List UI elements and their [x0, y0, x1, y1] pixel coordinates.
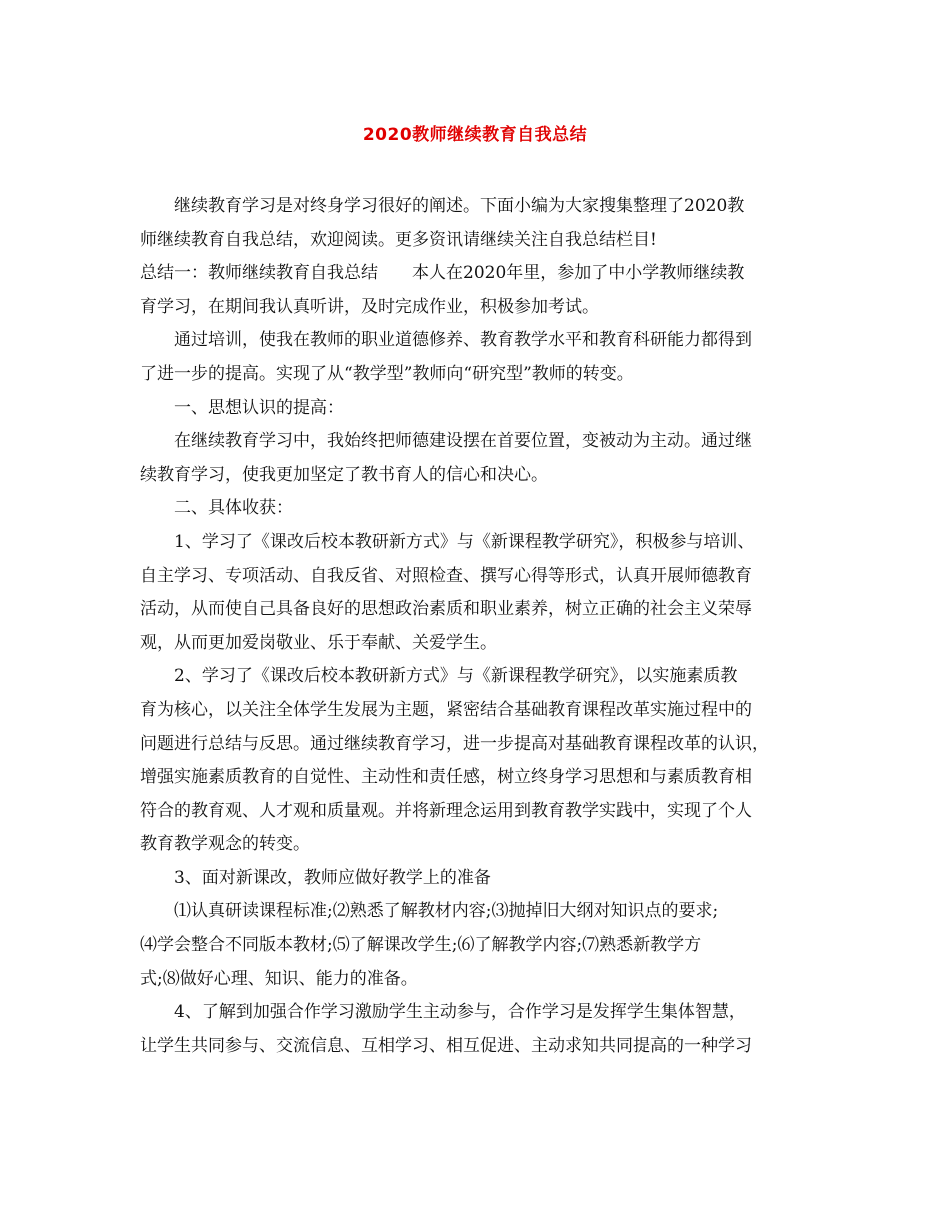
body-line: 通过培训，使我在教师的职业道德修养、教育教学水平和教育科研能力都得到: [174, 330, 752, 351]
body-line: 了进一步的提高。实现了从“教学型”教师向“研究型”教师的转变。: [140, 363, 634, 384]
body-line: 育为核心，以关注全体学生发展为主题，紧密结合基础教育课程改革实施过程中的: [140, 699, 752, 720]
body-line: 式;⑻做好心理、知识、能力的准备。: [140, 968, 418, 989]
body-line: 继续教育学习是对终身学习很好的阐述。下面小编为大家搜集整理了2020教: [174, 196, 745, 216]
body-line: 符合的教育观、人才观和质量观。并将新理念运用到教育教学实践中，实现了个人: [140, 800, 752, 821]
body-line: 续教育学习，使我更加坚定了教书育人的信心和决心。: [140, 464, 548, 485]
document-body: [140, 190, 816, 1063]
body-line: 2、学习了《课改后校本教研新方式》与《新课程教学研究》，以实施素质教: [174, 666, 738, 687]
body-line: 自主学习、专项活动、自我反省、对照检查、撰写心得等形式，认真开展师德教育: [140, 565, 752, 586]
body-line: 育学习，在期间我认真听讲，及时完成作业，积极参加考试。: [140, 296, 599, 317]
body-line: ⑷学会整合不同版本教材;⑸了解课改学生;⑹了解教学内容;⑺熟悉新教学方: [140, 935, 702, 956]
body-line: 增强实施素质教育的自觉性、主动性和责任感，树立终身学习思想和与素质教育相: [140, 767, 752, 788]
body-line: 让学生共同参与、交流信息、互相学习、相互促进、主动求知共同提高的一种学习: [140, 1035, 752, 1056]
body-line: 观，从而更加爱岗敬业、乐于奉献、关爱学生。: [140, 632, 497, 653]
body-line: 1、学习了《课改后校本教研新方式》与《新课程教学研究》，积极参与培训、: [174, 531, 755, 552]
body-line: 3、面对新课改，教师应做好教学上的准备: [174, 867, 491, 888]
body-line: 师继续教育自我总结，欢迎阅读。更多资讯请继续关注自我总结栏目!: [140, 229, 657, 250]
body-line: 总结一：教师继续教育自我总结 本人在2020年里，参加了中小学教师继续教: [140, 263, 745, 284]
section-heading: 二、具体收获：: [174, 498, 293, 519]
body-line: 教育教学观念的转变。: [140, 834, 310, 855]
body-line: 活动，从而使自己具备良好的思想政治素质和职业素养，树立正确的社会主义荣辱: [140, 599, 752, 620]
body-line: 在继续教育学习中，我始终把师德建设摆在首要位置，变被动为主动。通过继: [174, 431, 752, 452]
body-line: 问题进行总结与反思。通过继续教育学习，进一步提高对基础教育课程改革的认识，: [140, 733, 769, 754]
body-line: 4、了解到加强合作学习激励学生主动参与，合作学习是发挥学生集体智慧，: [174, 1002, 746, 1023]
document-title: 2020教师继续教育自我总结: [362, 125, 588, 145]
section-heading: 一、思想认识的提高：: [174, 397, 344, 418]
body-line: ⑴认真研读课程标准;⑵熟悉了解教材内容;⑶抛掉旧大纲对知识点的要求;: [174, 901, 719, 922]
